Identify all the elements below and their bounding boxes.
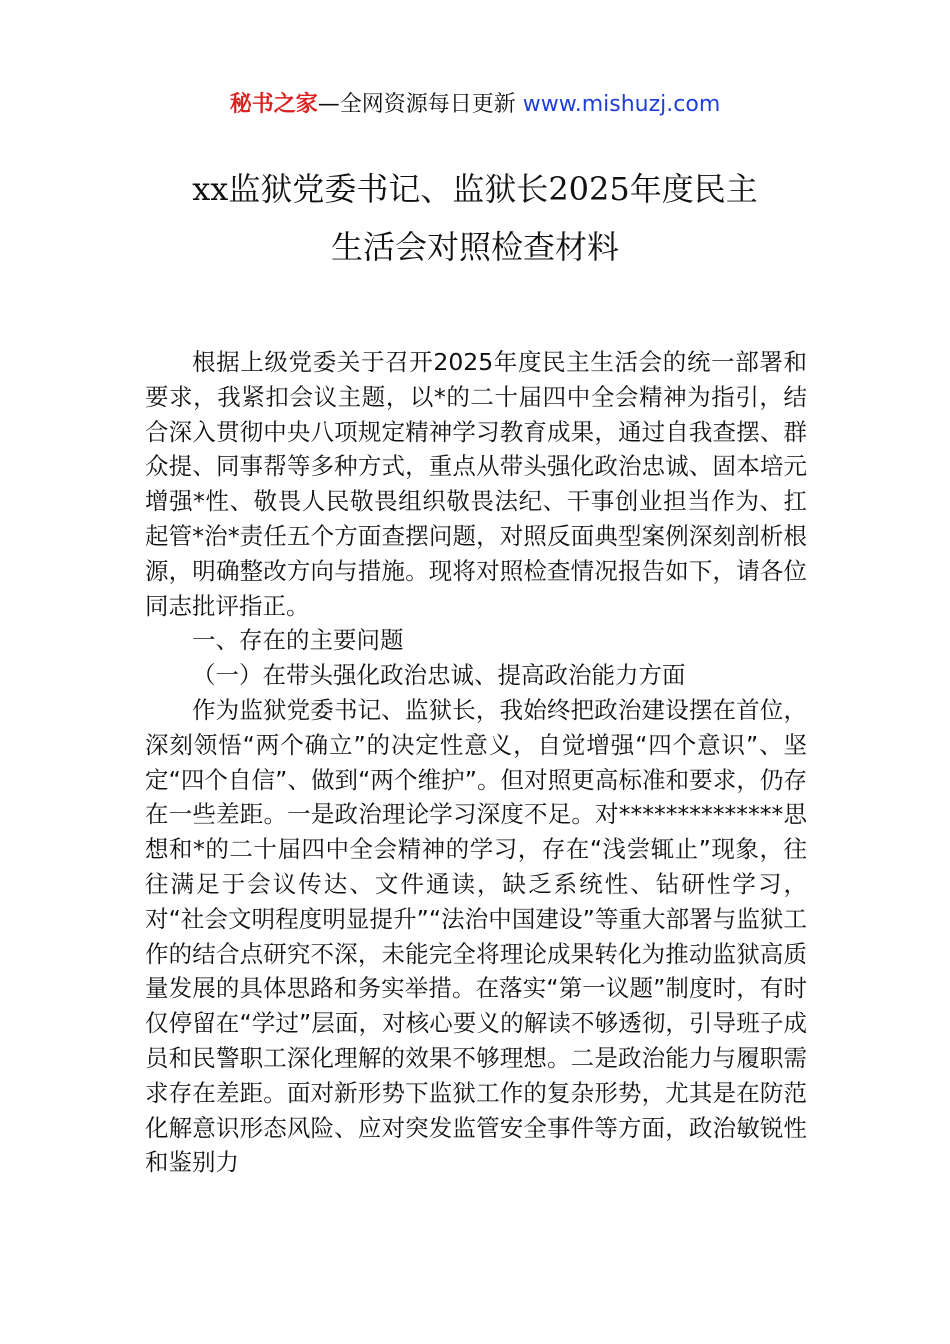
document-body (145, 345, 807, 1180)
subsection-heading: （一）在带头强化政治忠诚、提高政治能力方面 (192, 661, 686, 690)
site-brand: 秘书之家 (229, 92, 318, 117)
document-title-line-2: 生活会对照检查材料 (330, 228, 619, 266)
site-header-banner (0, 88, 950, 122)
document-title (0, 160, 950, 276)
intro-paragraph: 根据上级党委关于召开2025年度民主生活会的统一部署和要求，我紧扣会议主题，以*的二十届四中全会精神为指引，结合深入贯彻中央八项规定精神学习教育成果，通过自我查摆、群众提、同事帮等多种方式，重点从带头强化政治忠诚、固本培元增强*性、敬畏人民敬畏组织敬畏法纪、干事创业担当作为、扛起管*治*责任五个方面查摆问题，对照反面典型案例深刻剖析根源，明确整改方向与措施。现将对照检查情况报告如下，请各位同志批评指正。 (145, 348, 807, 620)
site-tagline: —全网资源每日更新 (317, 92, 516, 117)
subsection-body-paragraph: 作为监狱党委书记、监狱长，我始终把政治建设摆在首位，深刻领悟“两个确立”的决定性意义，自觉增强“四个意识”、坚定“四个自信”、做到“两个维护”。但对照更高标准和要求，仍存在一些差距。一是政治理论学习深度不足。对**************思想和*的二十届四中全会精神的学习，存在“浅尝辄止”现象，往往满足于会议传达、文件通读，缺乏系统性、钻研性学习，对“社会文明程度明显提升”“法治中国建设”等重大部署与监狱工作的结合点研究不深，未能完全将理论成果转化为推动监狱高质量发展的具体思路和务实举措。在落实“第一议题”制度时，有时仅停留在“学过”层面，对核心要义的解读不够透彻，引导班子成员和民警职工深化理解的效果不够理想。二是政治能力与履职需求存在差距。面对新形势下监狱工作的复杂形势，尤其是在防范化解意识形态风险、应对突发监管安全事件等方面，政治敏锐性和鉴别力 (145, 695, 807, 1177)
section-heading: 一、存在的主要问题 (192, 626, 404, 655)
document-title-line-1: xx监狱党委书记、监狱长2025年度民主 (192, 170, 758, 208)
site-url-link[interactable]: www.mishuzj.com (522, 92, 721, 117)
